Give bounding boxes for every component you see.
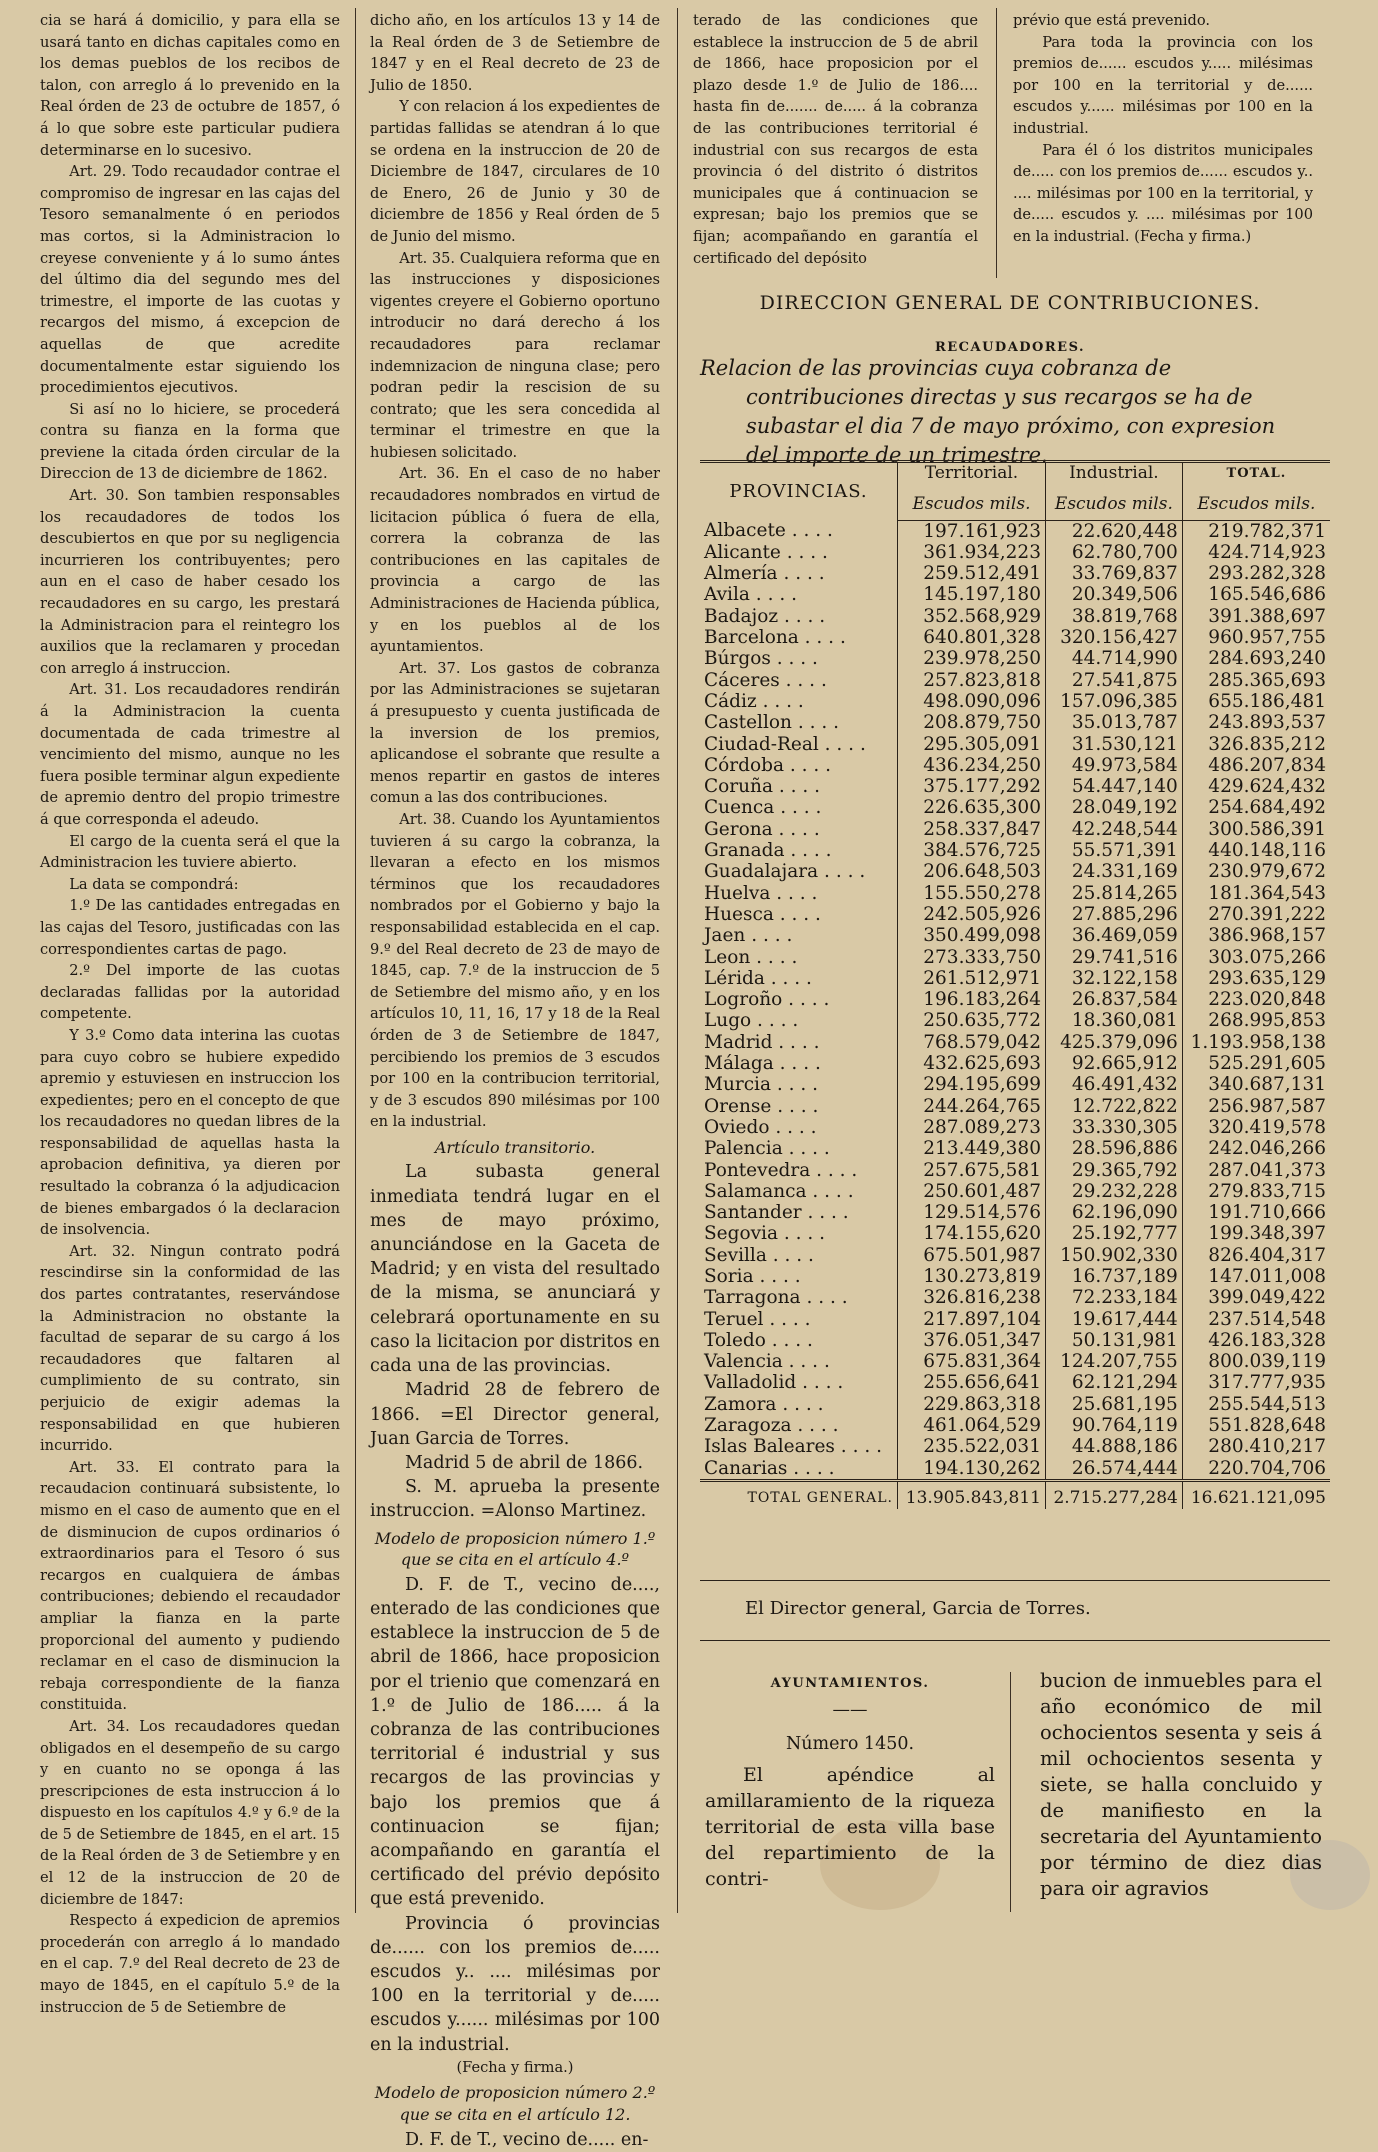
territorial-value: 242.505,926: [898, 904, 1046, 925]
province-name: Zaragoza . . . .: [700, 1415, 898, 1436]
total-value: 340.687,131: [1208, 1074, 1326, 1096]
section-rule: [700, 1580, 1330, 1581]
total-value: 320.419,578: [1208, 1116, 1326, 1138]
province-name: Cádiz . . . .: [700, 691, 898, 712]
province-name: Salamanca . . . .: [700, 1181, 898, 1202]
paragraph: 2.º Del importe de las cuotas declaradas fallidas por la autoridad competente.: [40, 962, 340, 1023]
paragraph: prévio que está prevenido.: [1013, 12, 1211, 29]
total-value: 220.704,706: [1208, 1457, 1326, 1479]
table-row: [700, 1010, 1330, 1031]
total-value: 399.049,422: [1208, 1287, 1326, 1309]
industrial-value: 33.769,837: [1045, 563, 1182, 584]
paragraph: Para toda la provincia con los premios de...... escudos y..... milésimas por 100 en la territorial y de...... escudos y...... milésimas por 100 en la industrial.: [1013, 33, 1313, 137]
province-name: Cáceres . . . .: [700, 670, 898, 691]
industrial-value: 12.722,822: [1045, 1096, 1182, 1117]
province-name: Gerona . . . .: [700, 819, 898, 840]
territorial-value: 130.273,819: [898, 1266, 1046, 1287]
section-heading: Modelo de proposicion número 2.º que se cita en el artículo 12.: [374, 2083, 656, 2124]
total-value: 551.828,648: [1208, 1415, 1326, 1437]
industrial-value: 38.819,768: [1045, 606, 1182, 627]
province-name: Almería . . . .: [700, 563, 898, 584]
table-row: [700, 989, 1330, 1010]
column-4: [1013, 10, 1313, 248]
relacion-text: Relacion de las provincias cuya cobranza de contribuciones directas y sus recargos se ha de subastar el dia 7 de mayo próximo, con expresion del importe de un trimestre.: [700, 356, 1276, 467]
table-row: [700, 947, 1330, 968]
province-name: Canarias . . . .: [700, 1458, 898, 1481]
section-heading: Modelo de proposicion número 1.º que se cita en el artículo 4.º: [374, 1528, 656, 1570]
table-row: [700, 1287, 1330, 1308]
province-name: Alicante . . . .: [700, 542, 898, 563]
total-value: 293.282,328: [1208, 563, 1326, 585]
industrial-value: 25.814,265: [1045, 883, 1182, 904]
paragraph: Provincia ó provincias de...... con los premios de..... escudos y.. .... milésimas por 100 en la territorial y de..... escudos y...... milésimas por 100 en la industrial.: [370, 1913, 660, 2055]
territorial-value: 375.177,292: [898, 776, 1046, 797]
column-3: [693, 10, 978, 269]
territorial-value: 384.576,725: [898, 840, 1046, 861]
total-value: 284.693,240: [1208, 648, 1326, 670]
table-row: [700, 648, 1330, 669]
territorial-value: 206.648,503: [898, 861, 1046, 882]
total-value: 242.046,266: [1208, 1138, 1326, 1160]
paragraph: Art. 30. Son tambien responsables los recaudadores de todos los descubiertos en que por su negligencia incurrieren los contribuyentes; pero aun en el caso de haber cesado los recaudadores en su cargo, les prestará la Administracion para el reintegro los auxilios que la reclamaren y procedan con arreglo á instruccion.: [40, 487, 340, 677]
territorial-value: 350.499,098: [898, 925, 1046, 946]
province-name: Granada . . . .: [700, 840, 898, 861]
paragraph: Art. 31. Los recaudadores rendirán á la Administracion la cuenta documentada de cada trimestre al vencimiento del mismo, aunque no les fuera posible terminar algun expediente de apremio dentro del propio trimestre á que corresponda el adeudo.: [40, 681, 340, 828]
province-name: Córdoba . . . .: [700, 755, 898, 776]
province-name: Islas Baleares . . . .: [700, 1436, 898, 1457]
industrial-value: 25.681,195: [1045, 1394, 1182, 1415]
table-row: [700, 1032, 1330, 1053]
industrial-value: 32.122,158: [1045, 968, 1182, 989]
industrial-value: 62.121,294: [1045, 1372, 1182, 1393]
total-value: 426.183,328: [1208, 1329, 1326, 1351]
table-row: [700, 1436, 1330, 1457]
territorial-value: 244.264,765: [898, 1096, 1046, 1117]
territorial-value: 235.522,031: [898, 1436, 1046, 1457]
relacion-heading: [700, 354, 1310, 470]
total-territorial: 13.905.843,811: [898, 1480, 1046, 1509]
province-name: Madrid . . . .: [700, 1032, 898, 1053]
total-label: TOTAL GENERAL.: [700, 1480, 898, 1509]
total-value: 223.020,848: [1208, 989, 1326, 1011]
table-row: [700, 520, 1330, 542]
table-row: [700, 1372, 1330, 1393]
unit-territorial: Escudos mils.: [898, 484, 1046, 520]
total-value: 826.404,317: [1208, 1244, 1326, 1266]
territorial-value: 208.879,750: [898, 712, 1046, 733]
paragraph: Y con relacion á los expedientes de partidas fallidas se atendran á lo que se ordena en la instruccion de 20 de Diciembre de 1847, circulares de 10 de Enero, 26 de Junio y 30 de diciembre de 1856 y Real órden de 5 de Junio del mismo.: [370, 98, 660, 245]
paragraph: D. F. de T., vecino de..... en-: [405, 2129, 649, 2150]
paragraph: Madrid 5 de abril de 1866.: [405, 1452, 644, 1473]
total-value: 303.075,266: [1208, 946, 1326, 968]
paragraph: Art. 32. Ningun contrato podrá rescindirse sin la conformidad de las dos partes contratantes, reservándose la Administracion no obstante la facultad de separar de su cargo á los recaudadores que faltaren al cumplimiento de su contrato, sin perjuicio de exigir ademas la responsabilidad en que hubieren incurrido.: [40, 1242, 340, 1455]
industrial-value: 150.902,330: [1045, 1245, 1182, 1266]
total-value: 268.995,853: [1208, 1010, 1326, 1032]
table-row: [700, 606, 1330, 627]
industrial-value: 29.741,516: [1045, 947, 1182, 968]
table-row: [700, 861, 1330, 882]
territorial-value: 196.183,264: [898, 989, 1046, 1010]
header-territorial: Territorial.: [898, 462, 1046, 485]
table-row: [700, 1053, 1330, 1074]
table-row: [700, 1160, 1330, 1181]
province-name: Logroño . . . .: [700, 989, 898, 1010]
territorial-value: 675.831,364: [898, 1351, 1046, 1372]
table-row: [700, 1245, 1330, 1266]
ayuntamientos-number: Número 1450.: [785, 1734, 915, 1754]
province-name: Valencia . . . .: [700, 1351, 898, 1372]
header-industrial: Industrial.: [1045, 462, 1182, 485]
province-name: Soria . . . .: [700, 1266, 898, 1287]
total-value: 424.714,923: [1208, 541, 1326, 563]
total-value: 285.365,693: [1208, 669, 1326, 691]
industrial-value: 28.596,886: [1045, 1138, 1182, 1159]
territorial-value: 239.978,250: [898, 648, 1046, 669]
table-row: [700, 968, 1330, 989]
industrial-value: 33.330,305: [1045, 1117, 1182, 1138]
territorial-value: 461.064,529: [898, 1415, 1046, 1436]
industrial-value: 92.665,912: [1045, 1053, 1182, 1074]
total-row: [700, 1480, 1330, 1509]
province-name: Badajoz . . . .: [700, 606, 898, 627]
total-value: 429.624,432: [1208, 776, 1326, 798]
province-name: Santander . . . .: [700, 1202, 898, 1223]
industrial-value: 16.737,189: [1045, 1266, 1182, 1287]
territorial-value: 675.501,987: [898, 1245, 1046, 1266]
column-1: [40, 10, 340, 2018]
table-row: [700, 670, 1330, 691]
total-value: 256.987,587: [1208, 1095, 1326, 1117]
industrial-value: 31.530,121: [1045, 734, 1182, 755]
ayuntamientos-left: [705, 1672, 995, 1892]
province-name: Ciudad-Real . . . .: [700, 734, 898, 755]
industrial-value: 36.469,059: [1045, 925, 1182, 946]
table-row: [700, 734, 1330, 755]
total-value: 279.833,715: [1208, 1180, 1326, 1202]
ayuntamientos-text-1: El apéndice al amillaramiento de la riqueza territorial de esta villa base del repartimiento de la contri-: [705, 1764, 995, 1890]
paragraph: Madrid 28 de febrero de 1866. =El Director general, Juan Garcia de Torres.: [370, 1380, 660, 1449]
industrial-value: 24.331,169: [1045, 861, 1182, 882]
industrial-value: 124.207,755: [1045, 1351, 1182, 1372]
table-row: [700, 712, 1330, 733]
total-value: 317.777,935: [1208, 1372, 1326, 1394]
territorial-value: 257.675,581: [898, 1160, 1046, 1181]
table-row: [700, 1415, 1330, 1436]
territorial-value: 217.897,104: [898, 1309, 1046, 1330]
province-name: Barcelona . . . .: [700, 627, 898, 648]
total-value: 391.388,697: [1208, 605, 1326, 627]
territorial-value: 259.512,491: [898, 563, 1046, 584]
industrial-value: 29.365,792: [1045, 1160, 1182, 1181]
table-row: [700, 584, 1330, 605]
territorial-value: 258.337,847: [898, 819, 1046, 840]
paragraph: Art. 35. Cualquiera reforma que en las instrucciones y disposiciones vigentes creyere el Gobierno oportuno introducir no dará derecho á los recaudadores para reclamar indemnizacion de ninguna clase; pero podran pedir la rescision de su contrato; que les sera concedida al terminar el trimestre en que la hubiesen solicitado.: [370, 249, 660, 461]
paragraph: Respecto á expedicion de apremios procederán con arreglo á lo mandado en el cap. 7.º del Real decreto de 23 de mayo de 1845, en el capítulo 5.º de la instruccion de 5 de Setiembre de: [40, 1912, 340, 2016]
paragraph: D. F. de T., vecino de...., enterado de las condiciones que establece la instruccion de 5 de abril de 1866, hace proposicion por el trienio que comenzará en 1.º de Julio de 186..... á la cobranza de las contribuciones territorial é industrial y sus recargos de las provincias y bajo los premios que á continuacion se fijan; acompañando en garantía el certificado del prévio depósito que está prevenido.: [370, 1574, 660, 1910]
table-row: [700, 1138, 1330, 1159]
total-total: 16.621.121,095: [1182, 1480, 1330, 1509]
industrial-value: 55.571,391: [1045, 840, 1182, 861]
table-row: [700, 840, 1330, 861]
paragraph: dicho año, en los artículos 13 y 14 de la Real órden de 3 de Setiembre de 1847 y en el Real decreto de 23 de Julio de 1850.: [370, 12, 660, 94]
paragraph: Art. 29. Todo recaudador contrae el compromiso de ingresar en las cajas del Tesoro semanalmente ó en periodos mas cortos, si la Administracion lo creyese conveniente y á lo sumo ántes del último dia del segundo mes del trimestre, el importe de las cuotas y recargos del mismo, á excepcion de aquellas de que acredite documentalmente estar siguiendo los procedimientos ejecutivos.: [40, 163, 340, 397]
table-row: [700, 883, 1330, 904]
table-row: [700, 1351, 1330, 1372]
province-name: Valladolid . . . .: [700, 1372, 898, 1393]
column-divider: [677, 8, 678, 1913]
section-heading: Artículo transitorio.: [434, 1137, 596, 1157]
table-row: [700, 1117, 1330, 1138]
territorial-value: 295.305,091: [898, 734, 1046, 755]
province-name: Coruña . . . .: [700, 776, 898, 797]
industrial-value: 44.888,186: [1045, 1436, 1182, 1457]
territorial-value: 194.130,262: [898, 1458, 1046, 1481]
province-name: Avila . . . .: [700, 584, 898, 605]
industrial-value: 25.192,777: [1045, 1223, 1182, 1244]
province-name: Huesca . . . .: [700, 904, 898, 925]
total-value: 165.546,686: [1208, 584, 1326, 606]
province-name: Toledo . . . .: [700, 1330, 898, 1351]
unit-total: Escudos mils.: [1182, 484, 1330, 520]
total-value: 254.684,492: [1208, 797, 1326, 819]
territorial-value: 326.816,238: [898, 1287, 1046, 1308]
ayuntamientos-right: [1040, 1668, 1322, 1902]
ayuntamientos-text-2: bucion de inmuebles para el año económico de mil ochocientos sesenta y seis á mil ochocientos sesenta y siete, se halla concluido y de manifiesto en la secretaria del Ayuntamiento por término de diez dias para oir agravios: [1040, 1669, 1322, 1900]
table-row: [700, 819, 1330, 840]
territorial-value: 768.579,042: [898, 1032, 1046, 1053]
total-value: 219.782,371: [1208, 520, 1326, 542]
total-value: 525.291,605: [1208, 1053, 1326, 1075]
header-total: TOTAL.: [1182, 462, 1330, 485]
territorial-value: 361.934,223: [898, 542, 1046, 563]
territorial-value: 197.161,923: [898, 520, 1046, 542]
paragraph: (Fecha y firma.): [456, 2058, 574, 2076]
total-value: 293.635,129: [1208, 967, 1326, 989]
table-row: [700, 1096, 1330, 1117]
province-name: Lugo . . . .: [700, 1010, 898, 1031]
territorial-value: 255.656,641: [898, 1372, 1046, 1393]
table-row: [700, 1074, 1330, 1095]
total-industrial: 2.715.277,284: [1045, 1480, 1182, 1509]
table-row: [700, 925, 1330, 946]
table-row: [700, 542, 1330, 563]
territorial-value: 257.823,818: [898, 670, 1046, 691]
provinces-table-body: [700, 520, 1330, 1480]
industrial-value: 320.156,427: [1045, 627, 1182, 648]
industrial-value: 18.360,081: [1045, 1010, 1182, 1031]
section-title: DIRECCION GENERAL DE CONTRIBUCIONES.: [759, 292, 1261, 314]
province-name: Segovia . . . .: [700, 1223, 898, 1244]
paragraph: Si así no lo hiciere, se procederá contra su fianza en la forma que previene la citada órden circular de la Direccion de 13 de diciembre de 1862.: [40, 400, 340, 483]
provinces-table: [700, 460, 1330, 1509]
province-name: Murcia . . . .: [700, 1074, 898, 1095]
total-value: 1.193.958,138: [1190, 1031, 1326, 1053]
column-divider: [996, 8, 997, 278]
table-row: [700, 1181, 1330, 1202]
total-value: 287.041,373: [1208, 1159, 1326, 1181]
industrial-value: 72.233,184: [1045, 1287, 1182, 1308]
territorial-value: 213.449,380: [898, 1138, 1046, 1159]
total-value: 386.968,157: [1208, 925, 1326, 947]
territorial-value: 261.512,971: [898, 968, 1046, 989]
industrial-value: 50.131,981: [1045, 1330, 1182, 1351]
table-row: [700, 1223, 1330, 1244]
territorial-value: 155.550,278: [898, 883, 1046, 904]
director-signature: El Director general, Garcia de Torres.: [745, 1598, 1091, 1619]
table-row: [700, 1330, 1330, 1351]
industrial-value: 27.885,296: [1045, 904, 1182, 925]
province-name: Huelva . . . .: [700, 883, 898, 904]
table-row: [700, 1458, 1330, 1481]
paragraph: cia se hará á domicilio, y para ella se usará tanto en dichas capitales como en los demas pueblos de los recibos de talon, con arreglo á lo prevenido en la Real órden de 23 de octubre de 1857, ó á lo que sobre este particular pudiera determinarse en lo sucesivo.: [40, 12, 340, 159]
table-row: [700, 797, 1330, 818]
province-name: Cuenca . . . .: [700, 797, 898, 818]
territorial-value: 145.197,180: [898, 584, 1046, 605]
territorial-value: 352.568,929: [898, 606, 1046, 627]
total-value: 199.348,397: [1208, 1223, 1326, 1245]
total-value: 960.957,755: [1208, 627, 1326, 649]
total-value: 440.148,116: [1208, 840, 1326, 862]
province-name: Castellon . . . .: [700, 712, 898, 733]
total-value: 230.979,672: [1208, 861, 1326, 883]
territorial-value: 498.090,096: [898, 691, 1046, 712]
paragraph: Y 3.º Como data interina las cuotas para cuyo cobro se hubiere expedido apremio y estuviesen en instruccion los expedientes; pero en el concepto de que los recaudadores no quedan libres de la responsabilidad de aquellas hasta la aprobacion definitiva, ya dieren por resultado la cobranza ó la adjudicacion de bienes embargados ó la declaracion de insolvencia.: [40, 1026, 340, 1239]
table-row: [700, 776, 1330, 797]
paragraph: 1.º De las cantidades entregadas en las cajas del Tesoro, justificadas con las correspondientes cartas de pago.: [40, 897, 340, 958]
industrial-value: 35.013,787: [1045, 712, 1182, 733]
province-name: Teruel . . . .: [700, 1309, 898, 1330]
industrial-value: 44.714,990: [1045, 648, 1182, 669]
total-value: 243.893,537: [1208, 712, 1326, 734]
territorial-value: 250.601,487: [898, 1181, 1046, 1202]
paragraph: Art. 36. En el caso de no haber recaudadores nombrados en virtud de licitacion pública ó fuera de ella, correra la cobranza de las contribuciones en las capitales de provincia a cargo de las Administraciones de Hacienda pública, y en los pueblos al de los ayuntamientos.: [370, 465, 660, 656]
industrial-value: 26.837,584: [1045, 989, 1182, 1010]
territorial-value: 174.155,620: [898, 1223, 1046, 1244]
province-name: Guadalajara . . . .: [700, 861, 898, 882]
table-row: [700, 1394, 1330, 1415]
total-value: 486.207,834: [1208, 754, 1326, 776]
industrial-value: 28.049,192: [1045, 797, 1182, 818]
paragraph: El cargo de la cuenta será el que la Administracion les tuviere abierto.: [40, 832, 340, 872]
territorial-value: 432.625,693: [898, 1053, 1046, 1074]
table-row: [700, 627, 1330, 648]
territorial-value: 129.514,576: [898, 1202, 1046, 1223]
industrial-value: 20.349,506: [1045, 584, 1182, 605]
unit-industrial: Escudos mils.: [1045, 484, 1182, 520]
province-name: Sevilla . . . .: [700, 1245, 898, 1266]
total-value: 300.586,391: [1208, 818, 1326, 840]
paragraph: Art. 34. Los recaudadores quedan obligados en el desempeño de su cargo y en cuanto no se oponga á las prescripciones de esta instruccion á lo dispuesto en los capítulos 4.º y 6.º de la de 5 de Setiembre de 1845, en el art. 15 de la Real órden de 3 de Setiembre y en el 12 de la instruccion de 20 de diciembre de 1847:: [40, 1717, 340, 1908]
industrial-value: 157.096,385: [1045, 691, 1182, 712]
territorial-value: 226.635,300: [898, 797, 1046, 818]
total-value: 191.710,666: [1208, 1202, 1326, 1224]
paragraph: Para él ó los distritos municipales de..... con los premios de...... escudos y.. .... milésimas por 100 en la territorial, y de..... escudos y. .... milésimas por 100 en la industrial. (Fecha y firma.): [1013, 141, 1313, 245]
industrial-value: 54.447,140: [1045, 776, 1182, 797]
territorial-value: 640.801,328: [898, 627, 1046, 648]
industrial-value: 62.196,090: [1045, 1202, 1182, 1223]
industrial-value: 90.764,119: [1045, 1415, 1182, 1436]
province-name: Oviedo . . . .: [700, 1117, 898, 1138]
industrial-value: 27.541,875: [1045, 670, 1182, 691]
industrial-value: 49.973,584: [1045, 755, 1182, 776]
total-value: 147.011,008: [1208, 1265, 1326, 1287]
province-name: Málaga . . . .: [700, 1053, 898, 1074]
province-name: Leon . . . .: [700, 947, 898, 968]
industrial-value: 62.780,700: [1045, 542, 1182, 563]
province-name: Pontevedra . . . .: [700, 1160, 898, 1181]
industrial-value: 46.491,432: [1045, 1074, 1182, 1095]
province-name: Búrgos . . . .: [700, 648, 898, 669]
paragraph: Art. 37. Los gastos de cobranza por las Administraciones se sujetaran á presupuesto y cuenta justificada de la inversion de los premios, aplicandose el sobrante que resulte a menos repartir en gastos de interes comun a las dos contribuciones.: [370, 659, 660, 807]
section-subtitle: RECAUDADORES.: [934, 340, 1086, 355]
paragraph: S. M. aprueba la presente instruccion. =Alonso Martinez.: [370, 1477, 660, 1522]
table-row: [700, 904, 1330, 925]
table-row: [700, 1309, 1330, 1330]
table-row: [700, 1202, 1330, 1223]
paragraph: terado de las condiciones que establece la instruccion de 5 de abril de 1866, hace proposicion por el plazo desde 1.º de Julio de 186.... hasta fin de....... de..... á la cobranza de las contribuciones territorial é industrial con sus recargos de esta provincia ó del distrito ó distritos municipales que á continuacion se expresan; bajo los premios que se fijan; acompañando en garantía el certificado del depósito: [693, 12, 978, 267]
territorial-value: 376.051,347: [898, 1330, 1046, 1351]
paragraph: Art. 33. El contrato para la recaudacion continuará subsistente, lo mismo en el caso de aumento que en el de disminucion de cupos ordinarios ó extraordinarios para el Tesoro ó sus recargos en cualquiera de ámbas contribuciones; debiendo el recaudador ampliar la fianza en la parte proporcional del aumento y pudiendo reclamar en el caso de disminucion la rebaja correspondiente de la fianza constituida.: [40, 1458, 340, 1714]
industrial-value: 22.620,448: [1045, 520, 1182, 542]
column-2: [370, 10, 660, 2152]
province-name: Palencia . . . .: [700, 1138, 898, 1159]
table-row: [700, 691, 1330, 712]
ayuntamientos-dash: ——: [832, 1700, 868, 1720]
territorial-value: 294.195,699: [898, 1074, 1046, 1095]
total-value: 270.391,222: [1208, 903, 1326, 925]
paragraph: Art. 38. Cuando los Ayuntamientos tuvieren á su cargo la cobranza, la llevaran a efecto en los mismos términos que los recaudadores nombrados por el Gobierno y bajo la responsabilidad establecida en el cap. 9.º del Real decreto de 23 de mayo de 1845, cap. 7.º de la instruccion de 5 de Setiembre del mismo año, y en los artículos 10, 11, 16, 17 y 18 de la Real órden de 3 de Setiembre de 1847, percibiendo los premios de 3 escudos por 100 en la contribucion territorial, y de 3 escudos 890 milésimas por 100 en la industrial.: [370, 810, 660, 1131]
province-name: Orense . . . .: [700, 1096, 898, 1117]
province-name: Albacete . . . .: [700, 520, 898, 542]
province-name: Tarragona . . . .: [700, 1287, 898, 1308]
section-rule: [700, 1640, 1330, 1641]
industrial-value: 19.617,444: [1045, 1309, 1182, 1330]
industrial-value: 29.232,228: [1045, 1181, 1182, 1202]
total-value: 800.039,119: [1208, 1351, 1326, 1373]
industrial-value: 26.574,444: [1045, 1458, 1182, 1481]
province-name: Jaen . . . .: [700, 925, 898, 946]
table-row: [700, 1266, 1330, 1287]
ayuntamientos-heading: AYUNTAMIENTOS.: [770, 1676, 930, 1691]
territorial-value: 250.635,772: [898, 1010, 1046, 1031]
province-name: Lérida . . . .: [700, 968, 898, 989]
column-divider: [1010, 1672, 1011, 1912]
province-name: Zamora . . . .: [700, 1394, 898, 1415]
paragraph: La data se compondrá:: [69, 875, 239, 893]
total-value: 280.410,217: [1208, 1436, 1326, 1458]
industrial-value: 42.248,544: [1045, 819, 1182, 840]
total-value: 326.835,212: [1208, 733, 1326, 755]
territorial-value: 436.234,250: [898, 755, 1046, 776]
column-divider: [355, 8, 356, 1913]
table-row: [700, 563, 1330, 584]
total-value: 181.364,543: [1208, 882, 1326, 904]
total-value: 655.186,481: [1208, 690, 1326, 712]
territorial-value: 287.089,273: [898, 1117, 1046, 1138]
paragraph: La subasta general inmediata tendrá lugar en el mes de mayo próximo, anunciándose en la Gaceta de Madrid; y en vista del resultado de la misma, se anunciará y celebrará oportunamente en su caso la licitacion por distritos en cada una de las provincias.: [370, 1162, 660, 1377]
total-value: 237.514,548: [1208, 1308, 1326, 1330]
territorial-value: 273.333,750: [898, 947, 1046, 968]
table-row: [700, 755, 1330, 776]
header-provincias: PROVINCIAS.: [700, 462, 898, 521]
territorial-value: 229.863,318: [898, 1394, 1046, 1415]
industrial-value: 425.379,096: [1045, 1032, 1182, 1053]
total-value: 255.544,513: [1208, 1393, 1326, 1415]
